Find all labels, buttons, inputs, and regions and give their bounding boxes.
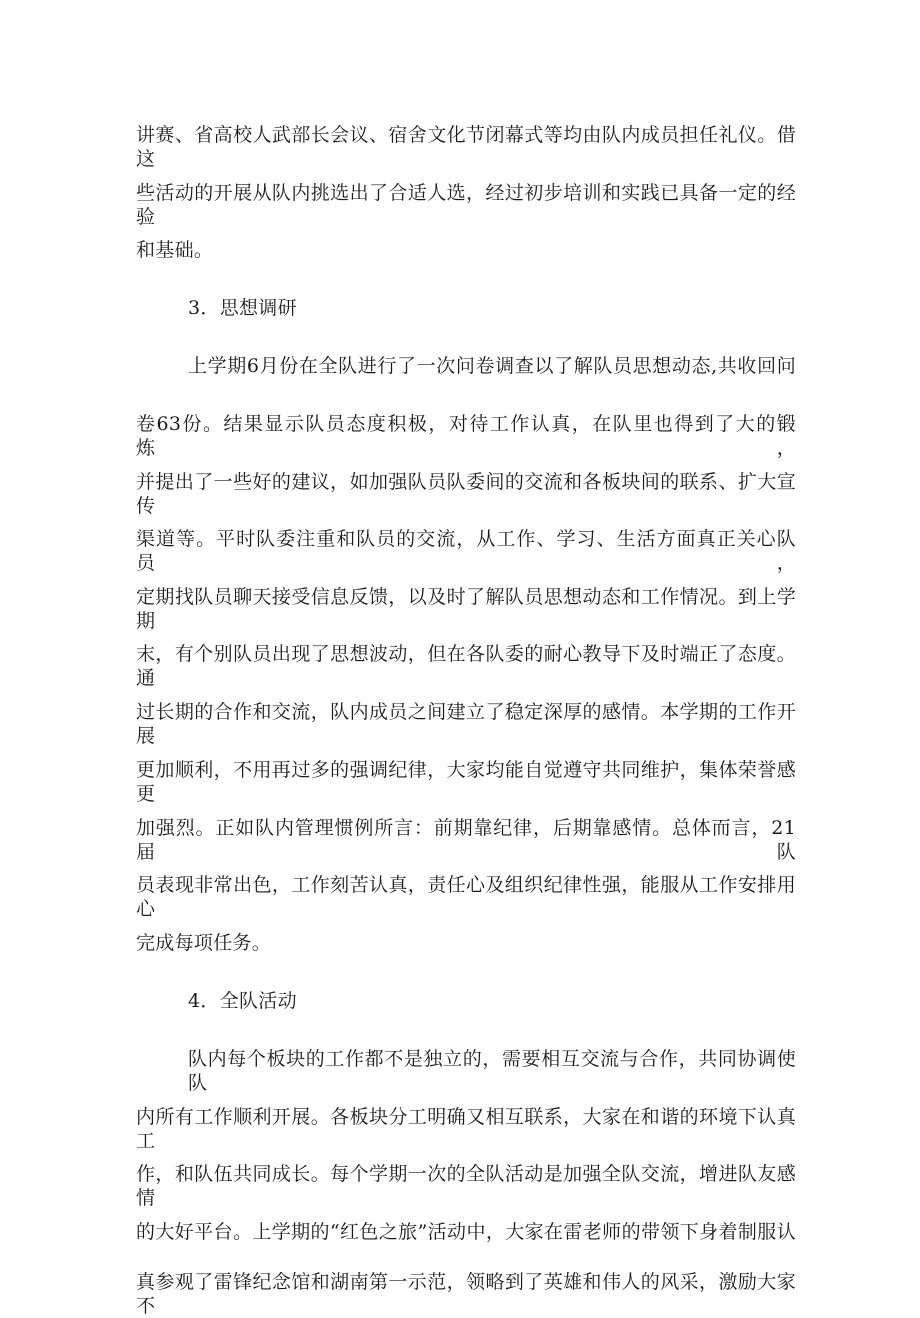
paragraph-line: 定期找队员聊天接受信息反馈，以及时了解队员思想动态和工作情况。到上学期: [136, 586, 796, 632]
paragraph-line: 讲赛、省高校人武部长会议、宿舍文化节闭幕式等均由队内成员担任礼仪。借这: [136, 124, 796, 170]
paragraph-line: 和基础。: [136, 239, 214, 261]
paragraph-line: 的大好平台。上学期的“红色之旅”活动中，大家在雷老师的带领下身着制服认: [136, 1221, 796, 1243]
paragraph-line: 完成每项任务。: [136, 932, 272, 954]
paragraph-line: 真参观了雷锋纪念馆和湖南第一示范，领略到了英雄和伟人的风采，激励大家不: [136, 1271, 796, 1317]
paragraph-line: 内所有工作顺利开展。各板块分工明确又相互联系，大家在和谐的环境下认真工: [136, 1106, 796, 1152]
paragraph-line: 些活动的开展从队内挑选出了合适人选，经过初步培训和实践已具备一定的经验: [136, 182, 796, 228]
paragraph-line: 并提出了一些好的建议，如加强队员队委间的交流和各板块间的联系、扩大宣传: [136, 471, 796, 517]
paragraph-line: 员表现非常出色，工作刻苦认真，责任心及组织纪律性强，能服从工作安排用心: [136, 874, 796, 920]
paragraph-line: 加强烈。正如队内管理惯例所言：前期靠纪律，后期靠感情。总体而言，21届队: [136, 817, 796, 863]
paragraph-line: 上学期6月份在全队进行了一次问卷调查以了解队员思想动态,共收回问: [188, 355, 796, 377]
section-heading-3: 3．思想调研: [188, 297, 297, 319]
paragraph-line: 作，和队伍共同成长。每个学期一次的全队活动是加强全队交流，增进队友感情: [136, 1163, 796, 1209]
section-heading-4: 4．全队活动: [188, 990, 297, 1012]
paragraph-line: 末，有个别队员出现了思想波动，但在各队委的耐心教导下及时端正了态度。通: [136, 643, 796, 689]
paragraph-line: 渠道等。平时队委注重和队员的交流，从工作、学习、生活方面真正关心队员，: [136, 528, 796, 574]
paragraph-line: 更加顺利，不用再过多的强调纪律，大家均能自觉遵守共同维护，集体荣誉感更: [136, 759, 796, 805]
paragraph-line: 卷63份。结果显示队员态度积极，对待工作认真，在队里也得到了大的锻炼，: [136, 413, 796, 459]
paragraph-line: 队内每个板块的工作都不是独立的，需要相互交流与合作，共同协调使队: [188, 1048, 796, 1094]
paragraph-line: 过长期的合作和交流，队内成员之间建立了稳定深厚的感情。本学期的工作开展: [136, 701, 796, 747]
